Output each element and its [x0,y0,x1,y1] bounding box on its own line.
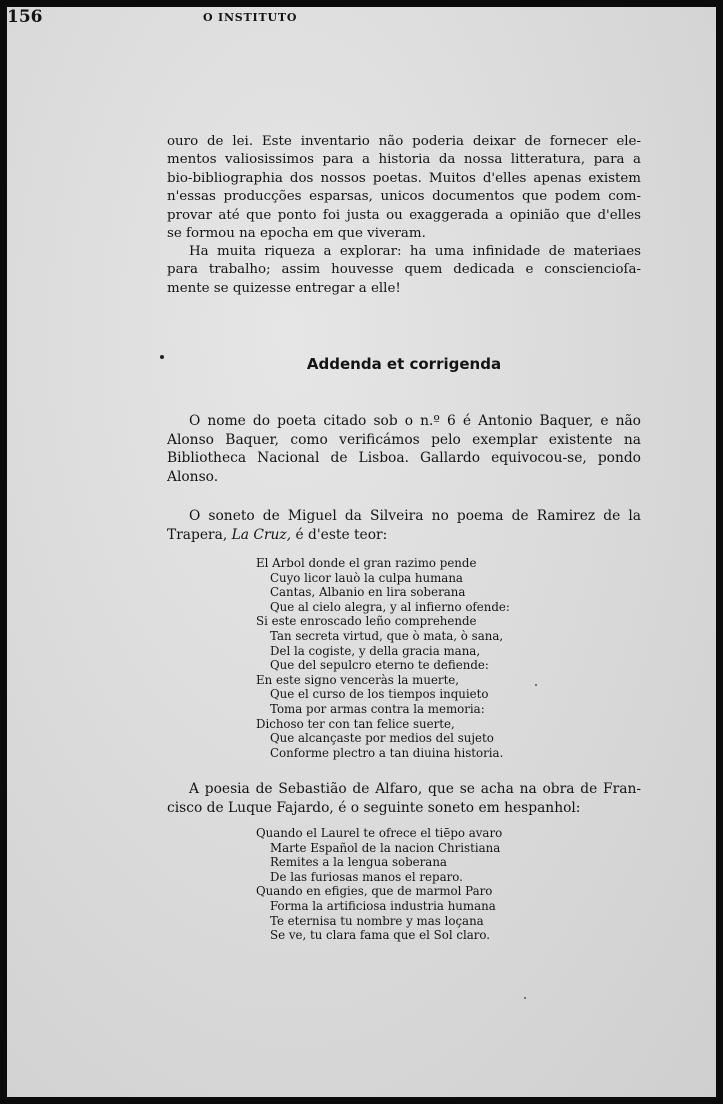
section-paragraph-3 [167,780,641,817]
text-line: cisco de Luque Fajardo, é o seguinte soneto em hespanhol: [167,799,581,816]
verse-line: Conforme plectro a tan diuina historia. [270,745,504,760]
book-page [7,7,716,1097]
section-paragraph-2 [167,507,641,544]
verse-line: Que el curso de los tiempos inquieto [270,687,489,702]
text-line: Ha muita riqueza a explorar: ha uma infinidade de materiaes [189,244,641,259]
verse-line: Cantas, Albanio en lira soberana [270,585,466,600]
ink-speck [524,997,526,999]
text-line: n'essas producções esparsas, unicos documentos que podem com- [167,189,641,205]
verse-line: Si este enroscado leño comprehende [256,614,477,629]
running-title: O INSTITUTO [203,11,298,24]
verse-line: Forma la artificiosa industria humana [270,898,496,913]
verse-line: Se ve, tu clara fama que el Sol claro. [270,928,491,943]
verse-line: Dichoso ter con tan felice suerte, [256,716,455,731]
verse-line: Te eternisa tu nombre y mas loçana [270,913,484,928]
poem-title: La Cruz, [231,526,292,543]
verse-line: Toma por armas contra la memoria: [270,701,485,716]
page-header [7,7,487,31]
text-line: para trabalho; assim houvesse quem dedicada e consciencioſa- [167,262,641,278]
verse-line: Del la cogiste, y della gracia mana, [270,643,481,658]
intro-paragraph-2 [167,243,641,298]
text-line: O nome do poeta citado sob o n.º 6 é Antonio Baquer, e não [189,413,641,429]
verse-line: Cuyo licor lauò la culpa humana [270,570,463,585]
text-line: bio-bibliographia dos nossos poetas. Muitos d'elles apenas existem [167,170,641,186]
sonnet-2 [256,826,502,943]
text-run: é d'este teor: [291,526,388,543]
verse-line: Marte Español de la nacion Christiana [270,840,501,855]
section-heading: Addenda et corrigenda [306,355,502,373]
intro-paragraph-1 [167,133,641,243]
verse-line: Quando en efigies, que de marmol Paro [256,884,493,899]
verse-line: Que al cielo alegra, y al infierno ofende: [270,599,510,614]
ink-speck [160,355,164,359]
page-number: 156 [7,7,43,27]
text-line: O soneto de Miguel da Silveira no poema de Ramirez de la [189,508,641,524]
sonnet-1 [256,556,510,760]
text-line: se formou na epocha em que viveram. [167,226,426,242]
text-line: mentos valiosissimos para a historia da nossa litteratura, para a [167,152,641,168]
verse-line: Quando el Laurel te ofrece el tiēpo avaro [256,826,503,840]
section-paragraph-1 [167,412,641,486]
text-line [167,526,641,545]
text-line: ouro de lei. Este inventario não poderia deixar de fornecer ele- [167,134,641,149]
text-line: Alonso Baquer, como verificámos pelo exemplar existente na [167,431,641,448]
text-line: A poesia de Sebastião de Alfaro, que se acha na obra de Fran- [189,781,641,797]
text-line: Bibliotheca Nacional de Lisboa. Gallardo equivocou-se, pondo [167,450,641,467]
text-line: Alonso. [167,468,219,485]
text-run: Trapera, [167,526,232,543]
verse-line: Remites a la lengua soberana [270,855,447,870]
verse-line: Que alcançaste por medios del sujeto [270,731,494,746]
text-line: provar até que ponto foi justa ou exaggerada a opinião que d'elles [167,207,641,223]
verse-line: El Arbol donde el gran razimo pende [256,556,477,570]
verse-line: Que del sepulcro eterno te defiende: [270,658,489,673]
verse-line: De las furiosas manos el reparo. [270,869,463,884]
text-line: mente se quizesse entregar a elle! [167,280,401,296]
verse-line: Tan secreta virtud, que ò mata, ò sana, [270,628,504,643]
verse-line: En este signo venceràs la muerte, [256,672,460,687]
ink-speck [535,684,537,686]
